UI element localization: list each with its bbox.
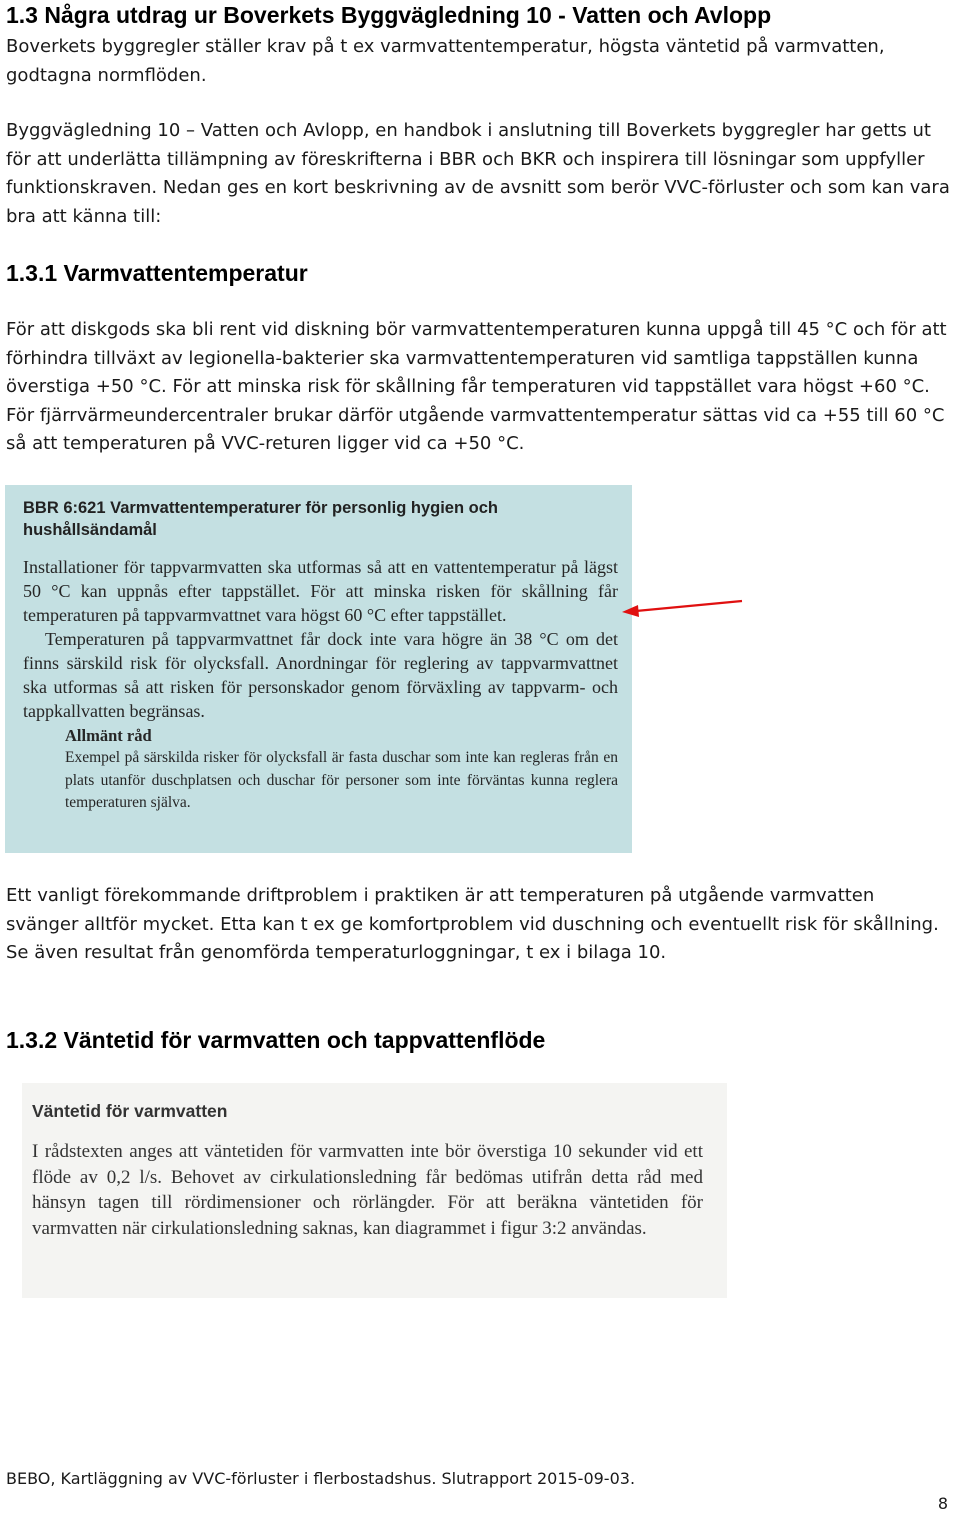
page-number: 8 (937, 1494, 948, 1513)
paragraph-varmvattentemperatur: För att diskgods ska bli rent vid diskning bör varmvattentemperaturen kunna uppgå till 45 °C och för att förhindra tillväxt av legionella-bakterier ska varmvattentemperaturen vid samtliga tappställen kunna överstiga +50 °C. För att minska risk för skållning får temperaturen vid tappstället vara högst +60 °C. För fjärrvärmeundercentraler brukar därför utgående varmvattentemperatur sättas vid ca +55 till 60 °C så att temperaturen på VVC-returen ligger vid ca +50 °C. (6, 319, 947, 454)
paragraph-byggvagledning: Byggvägledning 10 – Vatten och Avlopp, en handbok i anslutning till Boverkets byggregler har getts ut för att underlätta tillämpning av föreskrifterna i BBR och BKR och inspirera till lösningar som uppfyller funktionskraven. Nedan ges en kort beskrivning av de avsnitt som berör VVC-förluster och som kan vara bra att känna till: (6, 120, 950, 227)
excerpt-title: Väntetid för varmvatten (32, 1101, 228, 1121)
red-arrow-icon (618, 590, 748, 620)
bbr-excerpt-image (5, 485, 632, 853)
section-heading: 1.3 Några utdrag ur Boverkets Byggvägledning 10 - Vatten och Avlopp (6, 2, 772, 28)
intro-text: Boverkets byggregler ställer krav på t ex varmvattentemperatur, högsta väntetid på varmvatten, godtagna normflöden. (6, 36, 885, 86)
subsection-heading-varmvattentemperatur: 1.3.1 Varmvattentemperatur (6, 260, 308, 286)
excerpt-text-vantetid: I rådstexten anges att väntetiden för varmvatten inte bör överstiga 10 sekunder vid ett flöde av 0,2 l/s. Behovet av cirkulationsledning får bedömas utifrån detta råd med hänsyn tagen till rördimensioner och rörlängder. För att beräkna väntetiden för varmvatten när cirkulationsledning saknas, kan diagrammet i figur 3:2 användas. (32, 1141, 703, 1239)
paragraph-driftproblem: Ett vanligt förekommande driftproblem i praktiken är att temperaturen på utgående varmvatten svänger alltför mycket. Etta kan t ex ge komfortproblem vid duschning och eventuellt risk för skållning. Se även resultat från genomförda temperaturloggningar, t ex i bilaga 10. (6, 885, 939, 963)
vantetid-excerpt-image (22, 1083, 727, 1298)
excerpt-text-advice: Exempel på särskilda risker för olycksfall är fasta duschar som inte kan regleras från en plats utanför duschplatsen och duschar för personer som inte förväntas kunna reglera temperaturen själva. (65, 749, 618, 811)
excerpt-title: BBR 6:621 Varmvattentemperaturer för personlig hygien och hushållsändamål (23, 499, 498, 539)
excerpt-text-temperature: Temperaturen på tappvarmvattnet får dock inte vara högre än 38 °C om det finns särskild risk för olycksfall. Anordningar för reglering av tappvarmvattnet ska utformas så att risken för personskador genom förväxling av tappvarm- och tappkallvatten begränsas. (23, 629, 618, 721)
page-footer: BEBO, Kartläggning av VVC-förluster i flerbostadshus. Slutrapport 2015-09-03. (6, 1469, 636, 1488)
subsection-heading-vantetid: 1.3.2 Väntetid för varmvatten och tappvattenflöde (6, 1027, 546, 1053)
excerpt-text-installation: Installationer för tappvarmvatten ska utformas så att en vattentemperatur på lägst 50 °C kan uppnås efter tappstället. För att minska risken för skållning får temperaturen på tappvarmvattnet vara högst 60 °C efter tappstället. (23, 557, 618, 625)
excerpt-subheading-advice: Allmänt råd (65, 726, 152, 745)
